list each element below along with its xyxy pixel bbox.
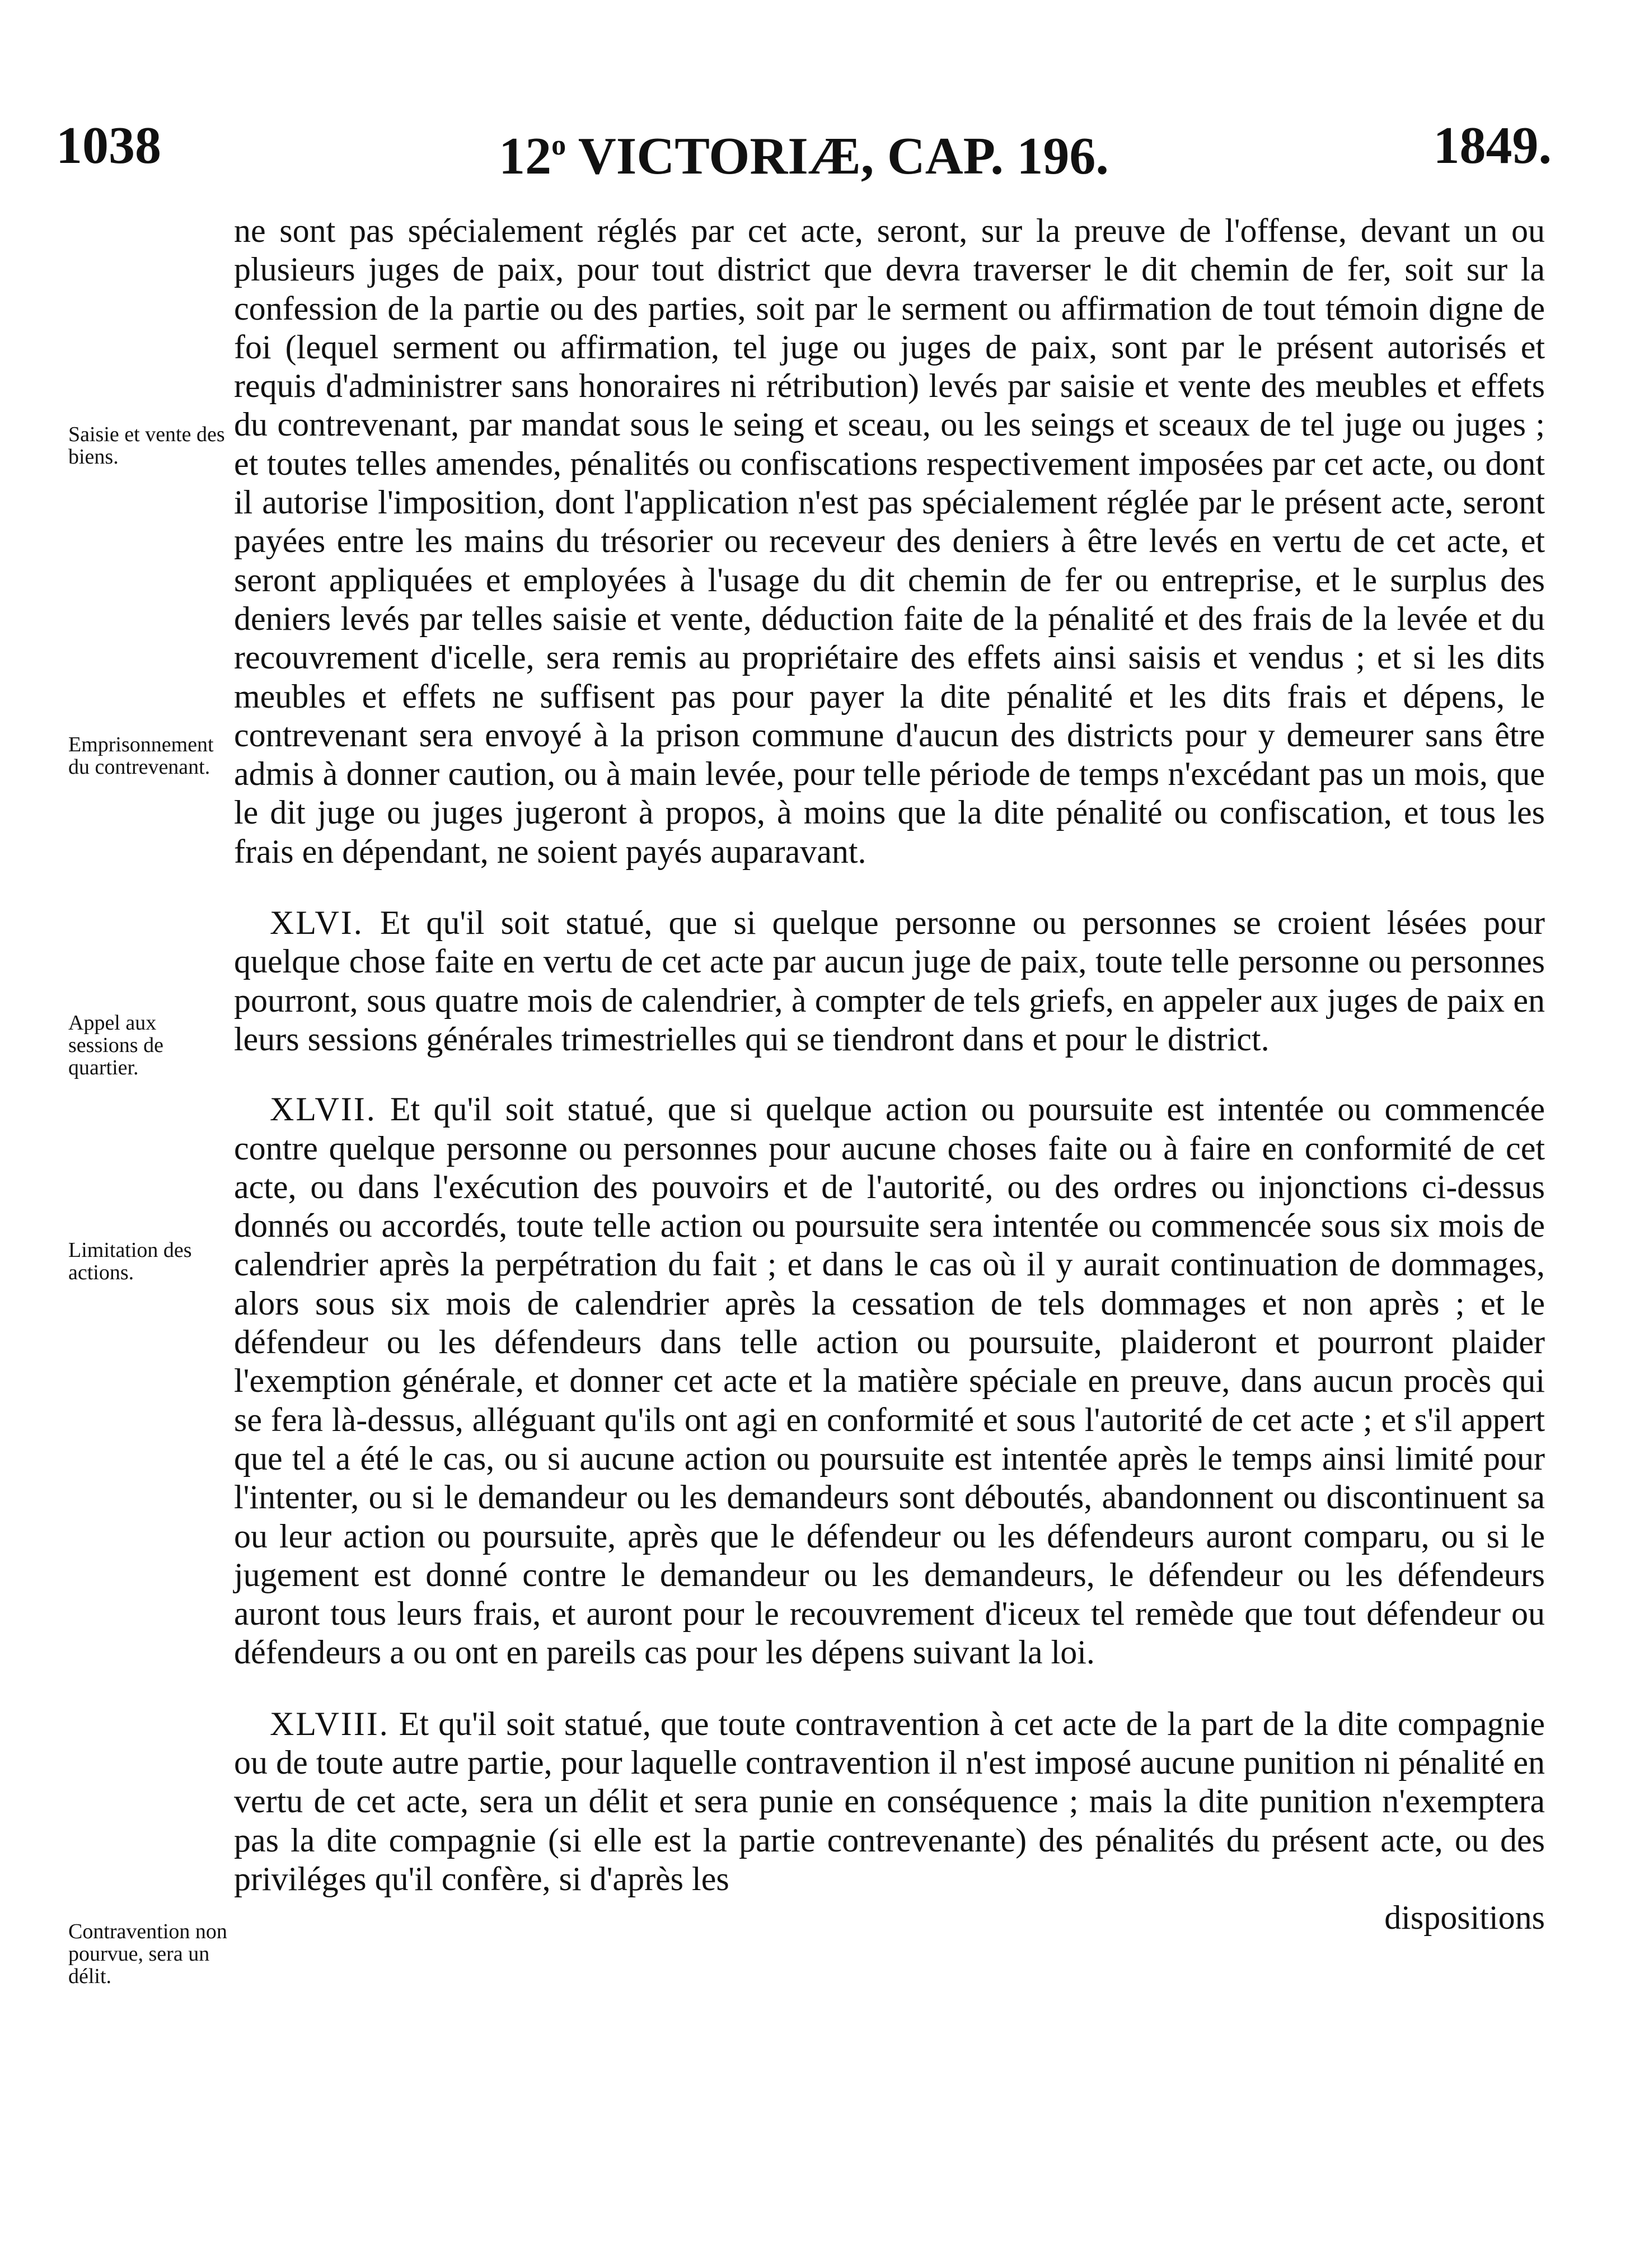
title-superscript: o [551, 129, 566, 161]
catchword: dispositions [1384, 1899, 1545, 1937]
side-note-emprisonnement: Emprisonnement du contrevenant. [68, 733, 214, 779]
side-note-appel: Appel aux sessions de quartier. [68, 1011, 163, 1079]
page-number: 1038 [56, 116, 161, 175]
side-note-contravention: Contravention non pourvue, sera un délit. [68, 1920, 227, 1988]
section-48 [234, 1705, 1545, 1898]
paragraph-continued: ne sont pas spécialement réglés par cet acte, seront, sur la preuve de l'offense, devant un ou plusieurs juges de paix, pour tout district que devra traverser le dit chemin de fer, soit sur la confession de la partie ou des parties, soit par le serment ou affirmation de tout témoin digne de foi (lequel serment ou affirmation, tel juge ou juges de paix, sont par le présent autorisés et requis d'administrer sans honoraires ni rétribution) levés par saisie et vente des meubles et effets du contrevenant, par mandat sous le seing et sceau, ou les seings et sceaux de tel juge ou juges ; et toutes telles amendes, pénalités ou confiscations respectivement imposées par cet acte, ou dont il autorise l'imposition, dont l'application n'est pas spécialement réglée par le présent acte, seront payées entre les mains du trésorier ou receveur des deniers à être levés en vertu de cet acte, et seront appliquées et employées à l'usage du dit chemin de fer ou entreprise, et le surplus des deniers levés par telles saisie et vente, déduction faite de la pénalité et des frais de la levée et du recouvrement d'icelle, sera remis au propriétaire des effets ainsi saisis et vendus ; et si les dits meubles et effets ne suffisent pas pour payer la dite pénalité et les dits frais et dépens, le contrevenant sera envoyé à la prison commune d'aucun des districts pour y demeurer sans être admis à donner caution, ou à main levée, pour telle période de temps n'excédant pas un mois, que le dit juge ou juges jugeront à propos, à moins que la dite pénalité ou confiscation, et tous les frais en dépendant, ne soient payés auparavant. [234, 212, 1545, 870]
title-text: VICTORIÆ, CAP. 196. [566, 127, 1109, 185]
side-note-saisie: Saisie et vente des biens. [68, 423, 225, 469]
side-note-limitation: Limitation des actions. [68, 1238, 192, 1284]
section-46-number: XLVI. [270, 904, 364, 942]
section-46 [234, 904, 1545, 1059]
section-46-text: Et qu'il soit statué, que si quelque personne ou personnes se croient lésées pour quelque chose faite en vertu de cet acte par aucun juge de paix, toute telle personne ou personnes pourront, sous quatre mois de calendrier, à compter de tels griefs, en appeler aux juges de paix en leurs sessions générales trimestrielles qui se tiendront dans et pour le district. [234, 904, 1545, 1058]
section-48-number: XLVIII. [270, 1705, 390, 1742]
title-number: 12 [499, 127, 552, 185]
section-48-text: Et qu'il soit statué, que toute contravention à cet acte de la part de la dite compagnie ou de toute autre partie, pour laquelle contravention il n'est imposé aucune punition ni pénalité en vertu de cet acte, sera un délit et sera punie en conséquence ; mais la dite punition n'exemptera pas la dite compagnie (si elle est la partie contrevenante) des pénalités du présent acte, ou des priviléges qu'il confère, si d'après les [234, 1705, 1545, 1897]
section-47 [234, 1090, 1545, 1672]
section-47-number: XLVII. [270, 1091, 377, 1128]
running-header [56, 104, 1552, 188]
section-47-text: Et qu'il soit statué, que si quelque action ou poursuite est intentée ou commencée contre quelque personne ou personnes pour aucune choses faite ou à faire en conformité de cet acte, ou dans l'exécution des pouvoirs et de l'autorité, ou des ordres ou injonctions ci-dessus donnés ou accordés, toute telle action ou poursuite sera intentée ou commencée sous six mois de calendrier après la perpétration du fait ; et dans le cas où il y aurait continuation de dommages, alors sous six mois de calendrier après la cessation de tels dommages et non après ; et le défendeur ou les défendeurs dans telle action ou poursuite, plaideront et pourront plaider l'exemption générale, et donner cet acte et la matière spéciale en preuve, dans aucun procès qui se fera là-dessus, alléguant qu'ils ont agi en conformité et sous l'autorité de cet acte ; et s'il appert que tel a été le cas, ou si aucune action ou poursuite est intentée après le temps ainsi limité pour l'intenter, ou si le demandeur ou les demandeurs sont déboutés, abandonnent ou discontinuent sa ou leur action ou poursuite, après que le défendeur ou les défendeurs auront comparu, ou si le jugement est donné contre le demandeur ou les demandeurs, le défendeur ou les défendeurs auront tous leurs frais, et auront pour le recouvrement d'iceux tel remède que tout défendeur ou défendeurs a ou ont en pareils cas pour les dépens suivant la loi. [234, 1091, 1545, 1671]
year: 1849. [1433, 116, 1552, 175]
act-title [56, 104, 1552, 198]
body-text [234, 212, 1545, 1937]
